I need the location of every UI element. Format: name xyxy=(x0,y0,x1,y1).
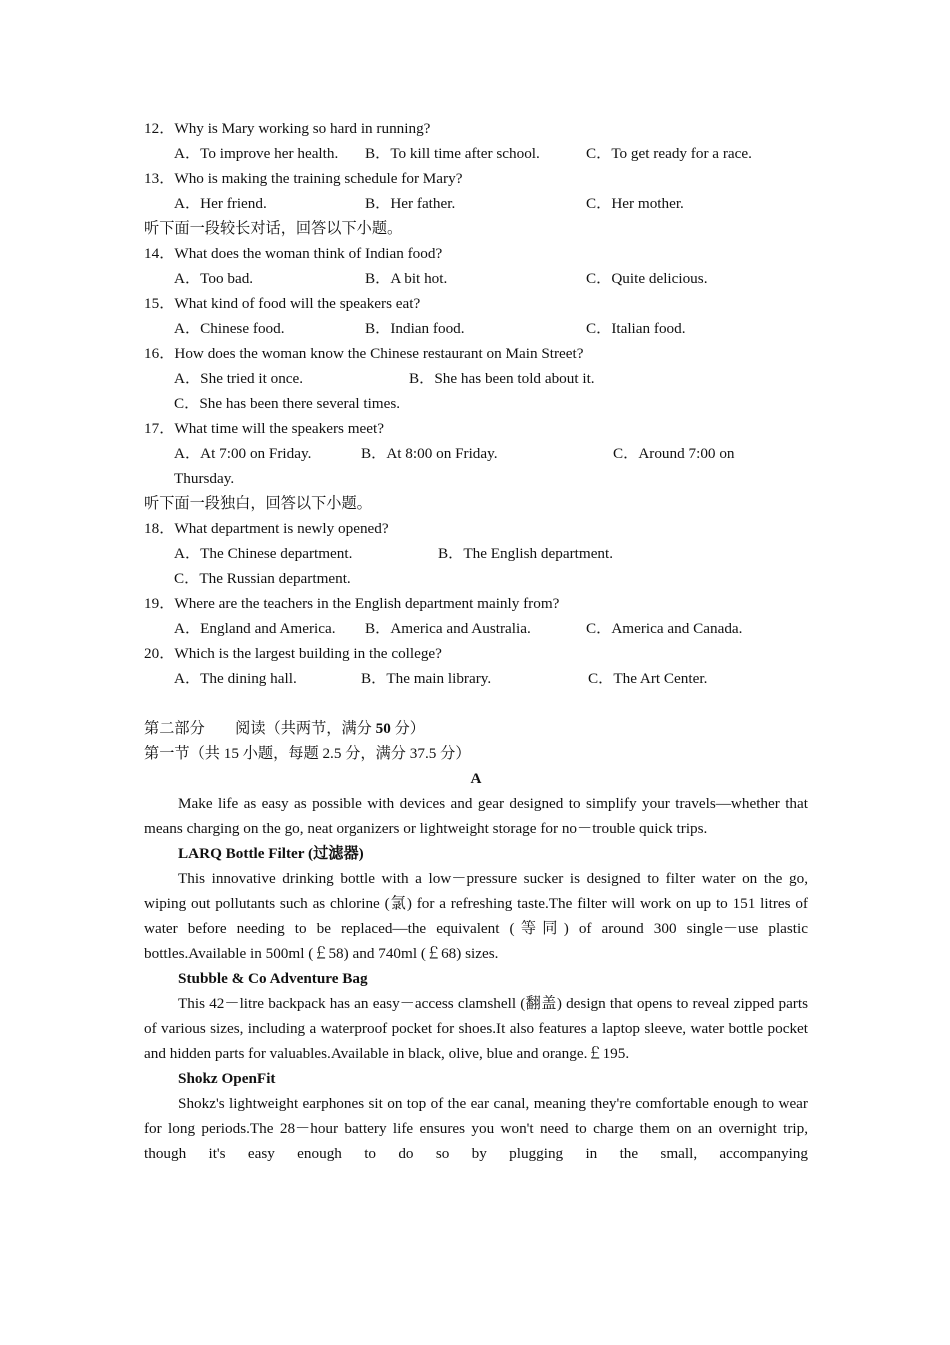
question-17 xyxy=(144,416,808,441)
item-title-stubble: Stubble & Co Adventure Bag xyxy=(178,970,368,987)
question-16-options-c xyxy=(144,391,808,416)
option-c: C．America and Canada. xyxy=(586,620,743,637)
option-a: A．The dining hall. xyxy=(174,670,297,687)
part-title-suffix: 分） xyxy=(390,720,425,737)
question-stem: 12．Why is Mary working so hard in running? xyxy=(144,120,431,137)
option-c: C．Quite delicious. xyxy=(586,270,708,287)
section-one-title: 第一节（共 15 小题，每题 2.5 分，满分 37.5 分） xyxy=(144,745,471,762)
part-two-title xyxy=(144,716,808,741)
question-stem: 15．What kind of food will the speakers eat? xyxy=(144,295,421,312)
item-text-shokz: Shokz's lightweight earphones sit on top of the ear canal, meaning they're comfortable enough to wear for long periods.The 28－hour battery life ensures you won't need to charge them on an overnight trip, though it's easy enough to do so by plugging in the small, accompanying xyxy=(144,1095,808,1162)
option-c: C．Italian food. xyxy=(586,320,686,337)
question-15-options xyxy=(144,316,808,341)
option-c: C．To get ready for a race. xyxy=(586,145,752,162)
question-13 xyxy=(144,166,808,191)
option-a: A．Her friend. xyxy=(174,195,267,212)
option-b: B．She has been told about it. xyxy=(409,370,595,387)
question-stem: 14．What does the woman think of Indian food? xyxy=(144,245,443,262)
question-16 xyxy=(144,341,808,366)
question-stem: 17．What time will the speakers meet? xyxy=(144,420,384,437)
part-title-text: 第二部分 阅读（共两节，满分 xyxy=(144,720,376,737)
option-b: B．America and Australia. xyxy=(365,620,531,637)
passage-label: A xyxy=(470,770,482,787)
option-a: A．Too bad. xyxy=(174,270,254,287)
question-20-options xyxy=(144,666,808,691)
option-b: B．Indian food. xyxy=(365,320,465,337)
option-c-continued: Thursday. xyxy=(174,470,235,487)
question-18-options-c xyxy=(144,566,808,591)
question-12 xyxy=(144,116,808,141)
question-16-options-ab xyxy=(144,366,808,391)
question-14-options xyxy=(144,266,808,291)
instruction-monologue: 听下面一段独白，回答以下小题。 xyxy=(144,495,372,512)
option-a: A．England and America. xyxy=(174,620,336,637)
question-18 xyxy=(144,516,808,541)
option-c: C．Her mother. xyxy=(586,195,684,212)
option-a: A．The Chinese department. xyxy=(174,545,353,562)
item-title-larq: LARQ Bottle Filter (过滤器) xyxy=(178,845,364,862)
option-b: B．The English department. xyxy=(438,545,614,562)
option-b: B．Her father. xyxy=(365,195,456,212)
passage-intro: Make life as easy as possible with devices and gear designed to simplify your travels—whether that means charging on the go, neat organizers or lightweight storage for no－trouble quick trips. xyxy=(144,795,808,837)
question-17-option-c-continued xyxy=(144,466,808,491)
question-17-options xyxy=(144,441,808,466)
option-b: B．The main library. xyxy=(361,670,492,687)
option-c: C．Around 7:00 on xyxy=(613,445,735,462)
exam-page xyxy=(144,116,808,1166)
question-12-options xyxy=(144,141,808,166)
option-c: C．The Art Center. xyxy=(588,670,708,687)
question-20 xyxy=(144,641,808,666)
option-b: B．To kill time after school. xyxy=(365,145,540,162)
item-title-shokz: Shokz OpenFit xyxy=(178,1070,276,1087)
option-c: C．She has been there several times. xyxy=(174,395,401,412)
option-b: B．At 8:00 on Friday. xyxy=(361,445,498,462)
part-title-score: 50 xyxy=(375,720,391,737)
question-19 xyxy=(144,591,808,616)
question-13-options xyxy=(144,191,808,216)
question-stem: 18．What department is newly opened? xyxy=(144,520,389,537)
option-c: C．The Russian department. xyxy=(174,570,351,587)
question-stem: 13．Who is making the training schedule for Mary? xyxy=(144,170,463,187)
question-stem: 19．Where are the teachers in the English department mainly from? xyxy=(144,595,560,612)
option-a: A．She tried it once. xyxy=(174,370,304,387)
option-a: A．To improve her health. xyxy=(174,145,339,162)
section-spacer xyxy=(144,691,808,716)
option-b: B．A bit hot. xyxy=(365,270,448,287)
option-a: A．Chinese food. xyxy=(174,320,285,337)
question-18-options-ab xyxy=(144,541,808,566)
item-text-stubble: This 42－litre backpack has an easy－access clamshell (翻盖) design that opens to reveal zipped parts of various sizes, including a waterproof pocket for shoes.It also features a laptop sleeve, water bottle pocket and hidden parts for valuables.Available in black, olive, blue and orange.￡195. xyxy=(144,995,808,1062)
instruction-long-dialogue: 听下面一段较长对话，回答以下小题。 xyxy=(144,220,403,237)
question-stem: 16．How does the woman know the Chinese restaurant on Main Street? xyxy=(144,345,584,362)
question-15 xyxy=(144,291,808,316)
question-14 xyxy=(144,241,808,266)
question-19-options xyxy=(144,616,808,641)
item-text-larq: This innovative drinking bottle with a low－pressure sucker is designed to filter water on the go, wiping out pollutants such as chlorine (氯) for a refreshing taste.The filter will work on up to 151 litres of water before needing to be replaced—the equivalent (等同) of around 300 single－use plastic bottles.Available in 500ml (￡58) and 740ml (￡68) sizes. xyxy=(144,870,808,962)
option-a: A．At 7:00 on Friday. xyxy=(174,445,312,462)
question-stem: 20．Which is the largest building in the college? xyxy=(144,645,442,662)
